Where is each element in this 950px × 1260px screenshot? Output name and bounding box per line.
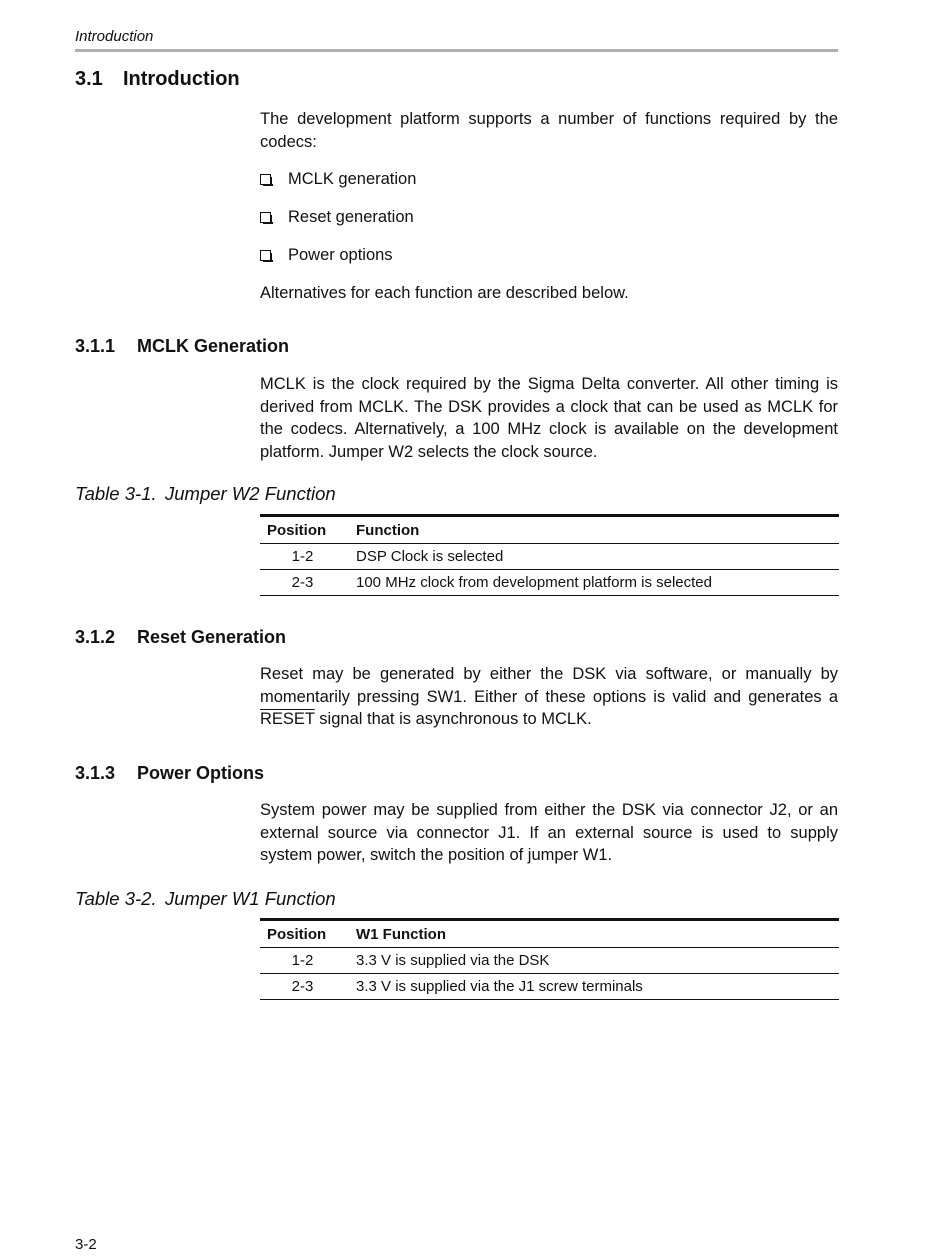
list-item-label: Power options xyxy=(288,246,393,264)
cell-position: 1-2 xyxy=(260,544,349,570)
column-header-position: Position xyxy=(260,516,349,544)
subsection-title: MCLK Generation xyxy=(137,336,290,356)
list-item xyxy=(260,167,416,205)
table-row xyxy=(260,974,839,1000)
cell-position: 1-2 xyxy=(260,948,349,974)
table1-caption xyxy=(75,483,336,505)
jumper-w2-table xyxy=(260,514,839,596)
intro-paragraph: The development platform supports a number of functions required by the codecs: xyxy=(260,110,838,151)
power-heading xyxy=(75,763,264,784)
table1-title: Jumper W2 Function xyxy=(165,483,336,504)
power-paragraph: System power may be supplied from either the DSK via connector J2, or an external source via connector J1. If an external source is used to supply system power, switch the position of jumper W1. xyxy=(260,801,838,864)
subsection-title: Power Options xyxy=(137,763,265,783)
table-row xyxy=(260,544,839,570)
reset-text: Reset may be generated by either the DSK via software, or manually by momentarily pressing SW1. Either of these options is valid and generates a xyxy=(260,665,838,706)
reset-paragraph xyxy=(260,663,838,731)
page-number: 3-2 xyxy=(75,1236,97,1253)
subsection-number: 3.1.3 xyxy=(75,763,116,783)
column-header-position: Position xyxy=(260,920,349,948)
section-heading xyxy=(75,68,240,91)
subsection-title: Reset Generation xyxy=(137,627,287,647)
reset-heading xyxy=(75,627,286,648)
cell-function: 3.3 V is supplied via the J1 screw terminals xyxy=(349,974,839,1000)
list-item-label: MCLK generation xyxy=(288,170,417,188)
running-header: Introduction xyxy=(75,28,154,45)
list-item xyxy=(260,205,416,243)
column-header-function: Function xyxy=(349,516,839,544)
header-rule xyxy=(75,49,838,52)
jumper-w1-table xyxy=(260,918,839,1000)
table2-title: Jumper W1 Function xyxy=(165,888,336,909)
cell-position: 2-3 xyxy=(260,974,349,1000)
mclk-paragraph: MCLK is the clock required by the Sigma Delta converter. All other timing is derived from MCLK. The DSK provides a clock that can be used as MCLK for the codecs. Alternatively, a 100 MHz clock is available on the development platform. Jumper W2 selects the clock source. xyxy=(260,375,838,461)
table-row xyxy=(260,570,839,596)
cell-position: 2-3 xyxy=(260,570,349,596)
table1-label: Table 3-1. xyxy=(75,483,157,504)
checkbox-bullet-icon xyxy=(260,212,271,223)
reset-text-end: signal that is asynchronous to MCLK. xyxy=(314,710,592,728)
cell-function: 100 MHz clock from development platform is selected xyxy=(349,570,839,596)
list-item xyxy=(260,243,416,281)
subsection-number: 3.1.2 xyxy=(75,627,116,647)
mclk-heading xyxy=(75,336,289,357)
column-header-w1-function: W1 Function xyxy=(349,920,839,948)
table2-label: Table 3-2. xyxy=(75,888,157,909)
intro-closing: Alternatives for each function are described below. xyxy=(260,284,629,302)
cell-function: DSP Clock is selected xyxy=(349,544,839,570)
cell-function: 3.3 V is supplied via the DSK xyxy=(349,948,839,974)
section-number: 3.1 xyxy=(75,68,103,90)
function-list xyxy=(260,167,416,281)
checkbox-bullet-icon xyxy=(260,174,271,185)
subsection-number: 3.1.1 xyxy=(75,336,116,356)
section-title: Introduction xyxy=(123,68,240,90)
list-item-label: Reset generation xyxy=(288,208,414,226)
checkbox-bullet-icon xyxy=(260,250,271,261)
table2-caption xyxy=(75,888,336,910)
table-row xyxy=(260,948,839,974)
reset-signal-name: RESET xyxy=(260,710,315,728)
